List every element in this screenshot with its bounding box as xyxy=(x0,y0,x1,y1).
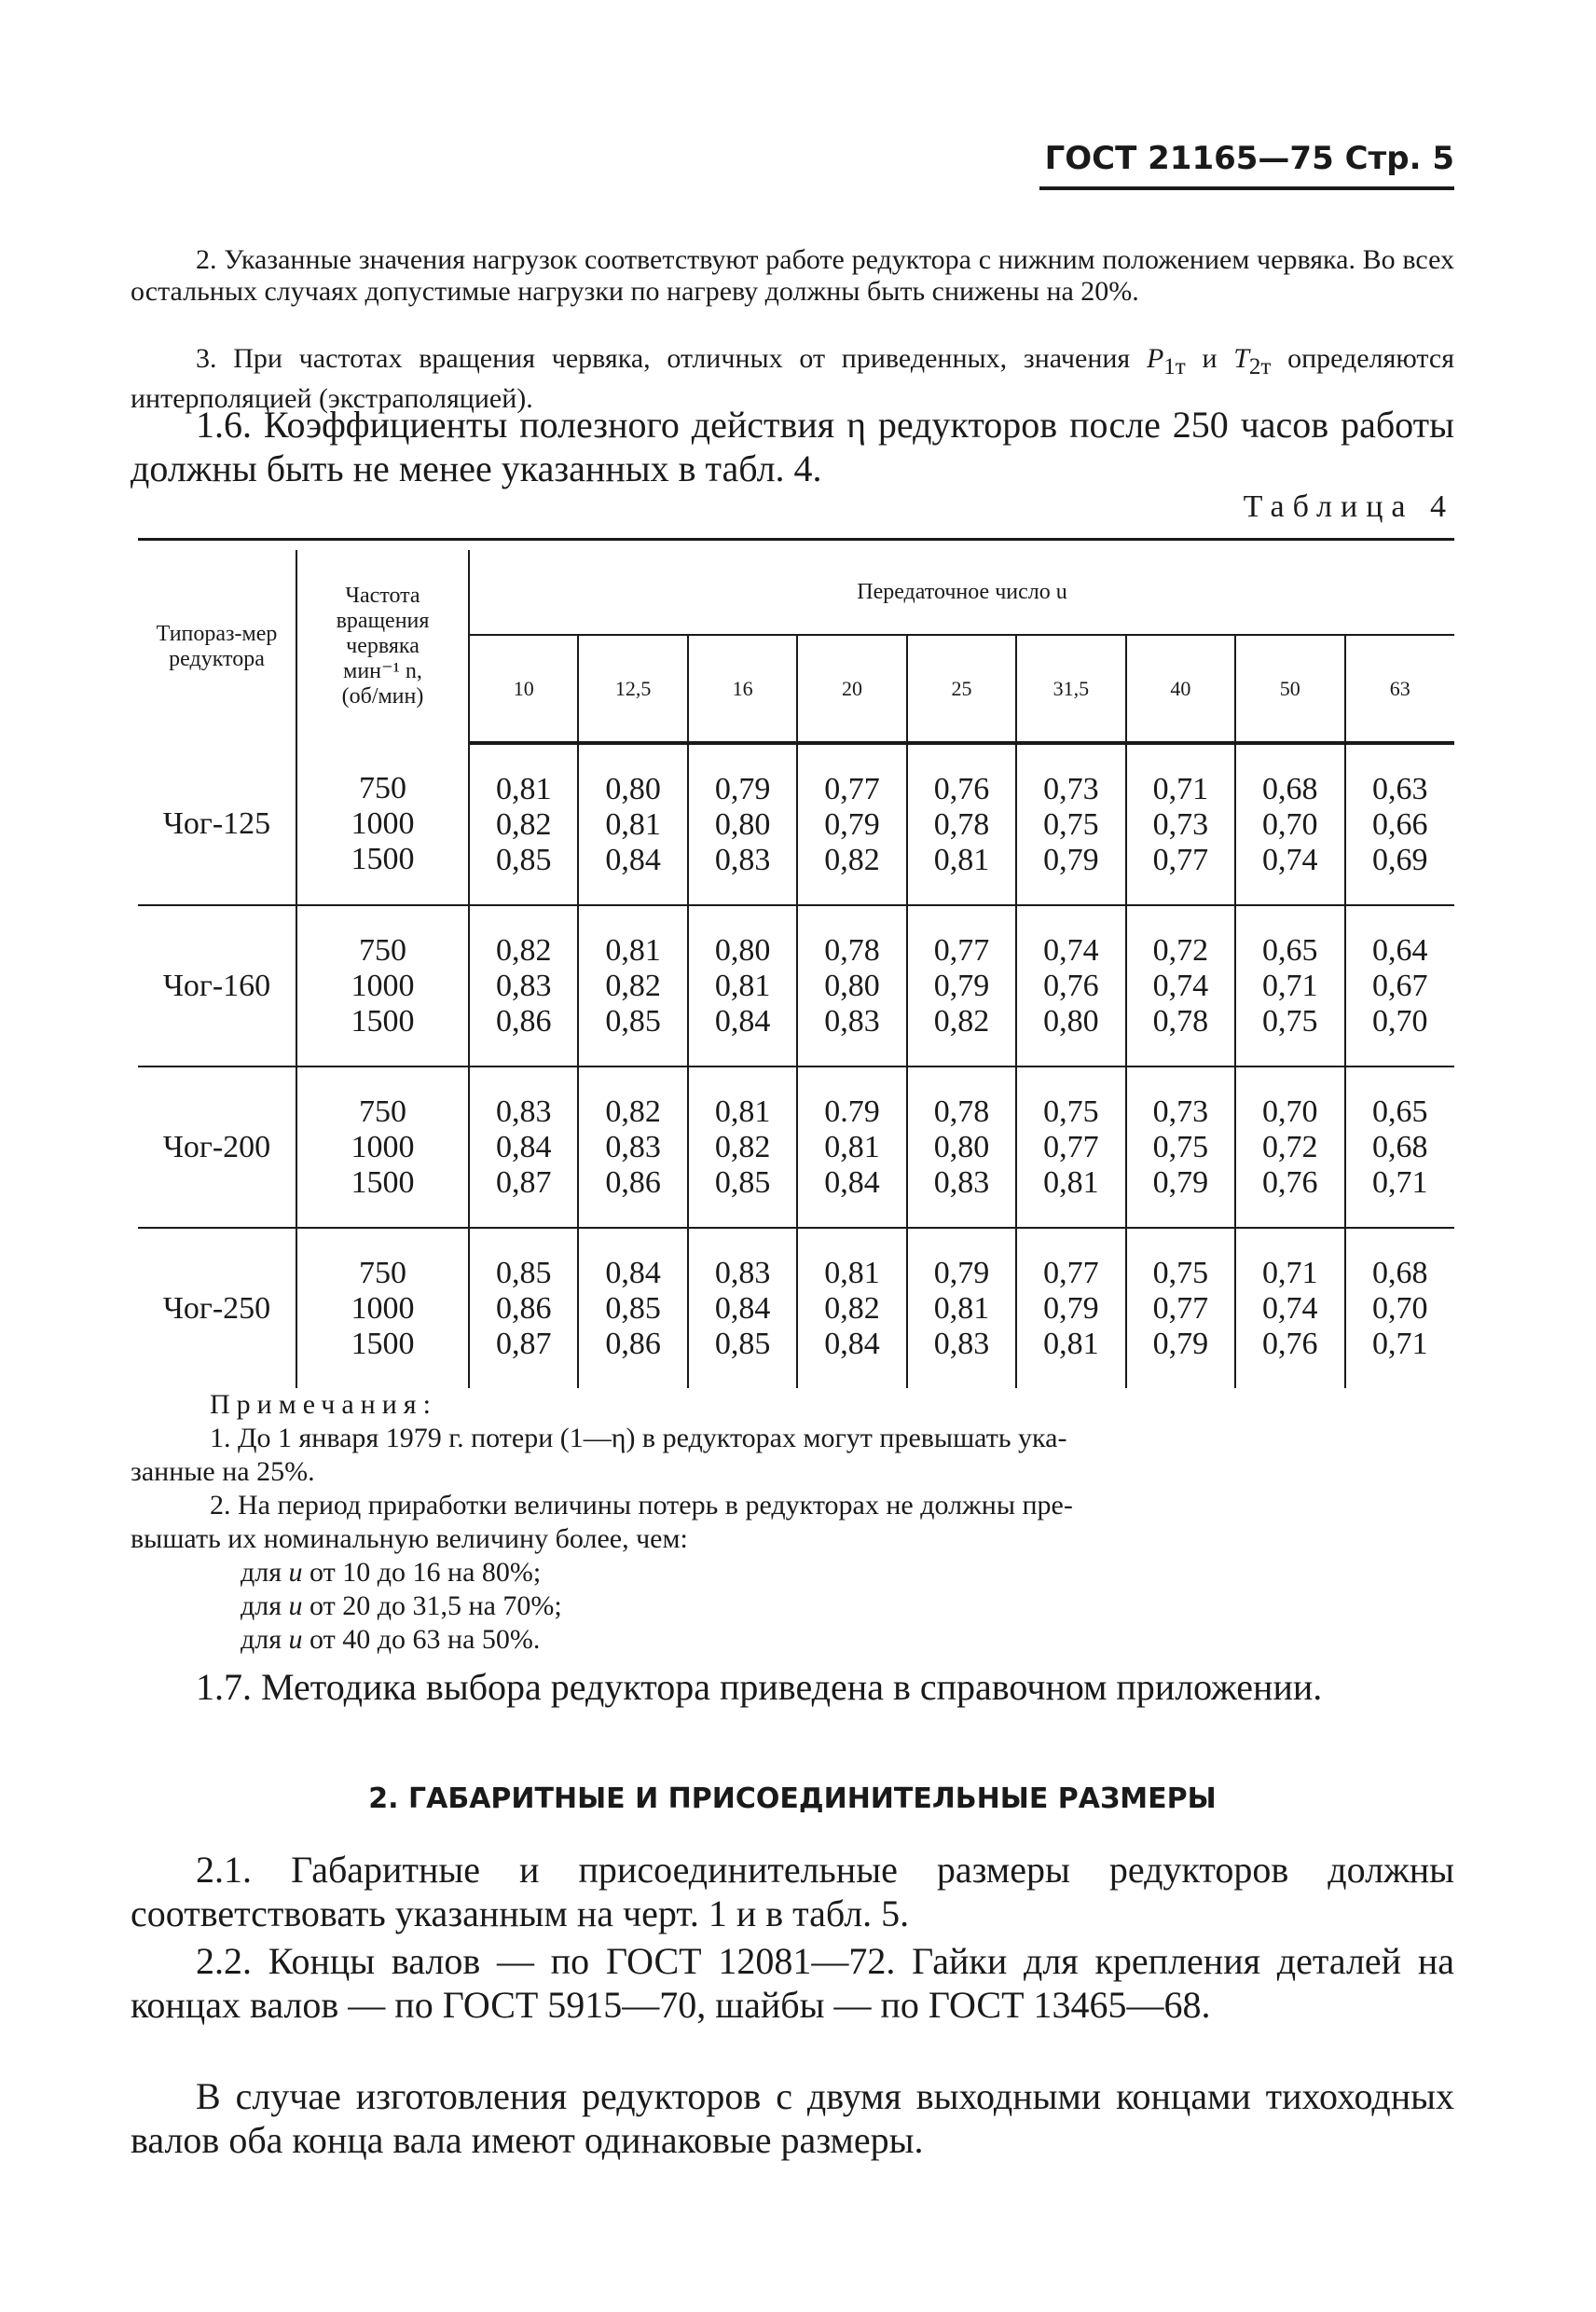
efficiency-cell xyxy=(1345,1067,1455,1228)
efficiency-value: 0,73 xyxy=(1043,771,1099,806)
efficiency-value: 0,67 xyxy=(1372,968,1428,1003)
efficiency-cell xyxy=(1126,1228,1235,1388)
speed-header-line3: (об/мин) xyxy=(341,684,424,709)
note-2-top: 2. Указанные значения нагрузок соответствуют работе редуктора с нижним положением червяка. Во всех остальных случаях допустимые нагрузки по нагреву должны быть снижены на 20%. xyxy=(131,244,1454,307)
clause-1-6: 1.6. Коэффициенты полезного действия η редукторов после 250 часов работы должны быть не менее указанных в табл. 4. xyxy=(131,404,1454,489)
efficiency-value: 0,77 xyxy=(1043,1255,1099,1290)
symbol-p: P xyxy=(1146,343,1164,374)
efficiency-value: 0,70 xyxy=(1262,806,1318,842)
efficiency-value: 0,78 xyxy=(933,1094,990,1129)
clause-2-2: 2.2. Концы валов — по ГОСТ 12081—72. Гайки для крепления деталей на концах валов — по ГОСТ 5915—70, шайбы — по ГОСТ 13465—68. xyxy=(131,1940,1454,2026)
efficiency-value: 0,80 xyxy=(824,968,880,1003)
efficiency-value: 0,80 xyxy=(714,932,771,968)
efficiency-cell xyxy=(1345,743,1455,905)
efficiency-value: 0,80 xyxy=(933,1129,990,1164)
note-2-item-c-post: от 40 до 63 на 50%. xyxy=(302,1624,541,1655)
efficiency-value: 0,84 xyxy=(605,1255,661,1290)
note-2-item-c-pre: для xyxy=(241,1624,289,1655)
efficiency-value: 0,81 xyxy=(1043,1326,1099,1361)
table-row xyxy=(138,1067,1454,1228)
efficiency-cell xyxy=(688,905,797,1067)
symbol-u: u xyxy=(288,1590,303,1621)
efficiency-value: 0,64 xyxy=(1372,932,1428,968)
speed-value: 1000 xyxy=(351,1129,415,1164)
efficiency-value: 0,85 xyxy=(605,1290,661,1326)
efficiency-cell xyxy=(578,1228,687,1388)
efficiency-cell xyxy=(469,1228,578,1388)
reducer-size: Чог-125 xyxy=(138,743,296,905)
efficiency-cell xyxy=(578,905,687,1067)
efficiency-cell xyxy=(578,743,687,905)
speed-value: 1000 xyxy=(351,1290,415,1326)
efficiency-value: 0,83 xyxy=(933,1326,990,1361)
efficiency-value: 0,76 xyxy=(1262,1326,1318,1361)
efficiency-cell xyxy=(1235,1228,1344,1388)
efficiency-value: 0,75 xyxy=(1152,1129,1209,1164)
efficiency-value: 0,79 xyxy=(933,1255,990,1290)
clause-2-2-continued: В случае изготовления редукторов с двумя выходными концами тихоходных валов оба конца вала имеют одинаковые размеры. xyxy=(131,2075,1454,2161)
efficiency-cell xyxy=(1126,905,1235,1067)
efficiency-value: 0,71 xyxy=(1152,771,1209,806)
efficiency-cell xyxy=(1126,743,1235,905)
efficiency-value: 0,83 xyxy=(714,1255,771,1290)
efficiency-value: 0,71 xyxy=(1262,1255,1318,1290)
speed-value: 1000 xyxy=(351,968,415,1003)
efficiency-value: 0,81 xyxy=(714,968,771,1003)
efficiency-cell xyxy=(797,1228,906,1388)
efficiency-cell xyxy=(1235,1067,1344,1228)
symbol-u: u xyxy=(288,1557,303,1588)
ratio-12-5: 12,5 xyxy=(578,635,687,743)
efficiency-value: 0,72 xyxy=(1152,932,1209,968)
efficiency-value: 0,68 xyxy=(1262,771,1318,806)
efficiency-value: 0,83 xyxy=(714,842,771,877)
notes-title: Примечания: xyxy=(210,1389,437,1420)
efficiency-value: 0,82 xyxy=(824,842,880,877)
efficiency-cell xyxy=(1016,905,1125,1067)
efficiency-value: 0,74 xyxy=(1152,968,1209,1003)
speed-header-line1: Частота вращения червяка xyxy=(336,584,430,658)
efficiency-cell xyxy=(688,743,797,905)
efficiency-value: 0,87 xyxy=(495,1164,552,1200)
ratio-16: 16 xyxy=(688,635,797,743)
ratio-10: 10 xyxy=(469,635,578,743)
note-2-item-b-pre: для xyxy=(241,1590,289,1621)
efficiency-value: 0,81 xyxy=(824,1255,880,1290)
note-1-line-1: 1. До 1 января 1979 г. потери (1—η) в редукторах могут превышать ука- xyxy=(210,1423,1067,1453)
efficiency-value: 0,75 xyxy=(1152,1255,1209,1290)
efficiency-value: 0,86 xyxy=(605,1164,661,1200)
efficiency-value: 0,69 xyxy=(1372,842,1428,877)
clause-2-1: 2.1. Габаритные и присоединительные размеры редукторов должны соответствовать указанным на черт. 1 и в табл. 5. xyxy=(131,1849,1454,1934)
efficiency-value: 0,71 xyxy=(1262,968,1318,1003)
efficiency-value: 0,68 xyxy=(1372,1255,1428,1290)
speed-cell xyxy=(296,1067,469,1228)
efficiency-value: 0,82 xyxy=(495,932,552,968)
efficiency-cell xyxy=(1345,1228,1455,1388)
table-row xyxy=(138,743,1454,905)
efficiency-cell xyxy=(1235,743,1344,905)
efficiency-cell xyxy=(797,905,906,1067)
efficiency-value: 0,73 xyxy=(1152,1094,1209,1129)
speed-cell xyxy=(296,1228,469,1388)
efficiency-value: 0,77 xyxy=(1152,1290,1209,1326)
efficiency-value: 0,85 xyxy=(495,842,552,877)
efficiency-value: 0,72 xyxy=(1262,1129,1318,1164)
efficiency-cell xyxy=(578,1067,687,1228)
note-2-item-a-pre: для xyxy=(241,1557,289,1588)
efficiency-value: 0,81 xyxy=(605,806,661,842)
efficiency-value: 0,83 xyxy=(824,1003,880,1039)
note-1-line-2: занные на 25%. xyxy=(131,1456,315,1487)
efficiency-value: 0,79 xyxy=(1152,1326,1209,1361)
efficiency-value: 0,78 xyxy=(824,932,880,968)
speed-value: 1500 xyxy=(351,1003,415,1039)
ratio-header-text: Передаточное число u xyxy=(857,579,1067,604)
ratio-20: 20 xyxy=(797,635,906,743)
efficiency-value: 0,84 xyxy=(824,1326,880,1361)
efficiency-value: 0,81 xyxy=(714,1094,771,1129)
efficiency-value: 0,83 xyxy=(933,1164,990,1200)
efficiency-value: 0,70 xyxy=(1372,1290,1428,1326)
efficiency-cell xyxy=(907,743,1016,905)
efficiency-value: 0,83 xyxy=(605,1129,661,1164)
efficiency-cell xyxy=(1016,1228,1125,1388)
speed-cell xyxy=(296,743,469,905)
note-3-text-end: определяются интерполяцией (экстраполяцией). xyxy=(131,343,1454,414)
efficiency-value: 0,86 xyxy=(605,1326,661,1361)
efficiency-value: 0,81 xyxy=(495,771,552,806)
efficiency-value: 0,79 xyxy=(824,806,880,842)
efficiency-value: 0,85 xyxy=(714,1326,771,1361)
speed-value: 1000 xyxy=(351,805,415,841)
col-header-size: Типораз-мер редуктора xyxy=(156,621,278,671)
efficiency-value: 0,80 xyxy=(605,771,661,806)
table-row xyxy=(138,905,1454,1067)
efficiency-value: 0,78 xyxy=(1152,1003,1209,1039)
reducer-size: Чог-160 xyxy=(138,905,296,1067)
table-row xyxy=(138,1228,1454,1388)
efficiency-value: 0,79 xyxy=(1152,1164,1209,1200)
efficiency-value: 0,77 xyxy=(1152,842,1209,877)
efficiency-value: 0,75 xyxy=(1262,1003,1318,1039)
speed-cell xyxy=(296,905,469,1067)
efficiency-value: 0,74 xyxy=(1043,932,1099,968)
note-3-and: и xyxy=(1185,343,1234,374)
clause-1-7: 1.7. Методика выбора редуктора приведена в справочном приложении. xyxy=(196,1666,1323,1708)
efficiency-table xyxy=(138,550,1454,1388)
efficiency-cell xyxy=(907,1067,1016,1228)
efficiency-value: 0,77 xyxy=(824,771,880,806)
efficiency-value: 0,71 xyxy=(1372,1164,1428,1200)
efficiency-value: 0,80 xyxy=(1043,1003,1099,1039)
note-2-line-2: вышать их номинальную величину более, чем: xyxy=(131,1523,688,1554)
speed-header-line2: мин⁻¹ n, xyxy=(343,659,422,683)
efficiency-value: 0,84 xyxy=(714,1290,771,1326)
page-header: ГОСТ 21165—75 Стр. 5 xyxy=(1044,140,1454,177)
efficiency-value: 0,86 xyxy=(495,1290,552,1326)
ratio-header xyxy=(469,550,1454,635)
ratio-40: 40 xyxy=(1126,635,1235,743)
note-2-item-c xyxy=(241,1624,540,1656)
table-top-rule xyxy=(138,538,1454,541)
header-rule xyxy=(1039,186,1454,190)
ratio-50: 50 xyxy=(1235,635,1344,743)
efficiency-value: 0,75 xyxy=(1043,806,1099,842)
efficiency-cell xyxy=(469,905,578,1067)
efficiency-cell xyxy=(797,1067,906,1228)
efficiency-value: 0,73 xyxy=(1152,806,1209,842)
ratio-31-5: 31,5 xyxy=(1016,635,1125,743)
symbol-p-sub: 1т xyxy=(1163,354,1186,379)
speed-value: 750 xyxy=(359,1255,406,1290)
efficiency-cell xyxy=(469,743,578,905)
col-header-speed xyxy=(296,550,469,743)
efficiency-cell xyxy=(907,905,1016,1067)
note-2-item-b-post: от 20 до 31,5 на 70%; xyxy=(302,1590,562,1621)
note-3-text-start: 3. При частотах вращения червяка, отличных от приведенных, значения xyxy=(196,343,1147,374)
efficiency-value: 0,77 xyxy=(933,932,990,968)
efficiency-value: 0,65 xyxy=(1372,1094,1428,1129)
efficiency-value: 0,81 xyxy=(824,1129,880,1164)
symbol-u: u xyxy=(288,1624,303,1655)
symbol-t-sub: 2т xyxy=(1248,354,1272,379)
efficiency-value: 0,74 xyxy=(1262,1290,1318,1326)
efficiency-cell xyxy=(469,1067,578,1228)
speed-value: 750 xyxy=(359,932,406,968)
efficiency-value: 0,84 xyxy=(714,1003,771,1039)
efficiency-value: 0,78 xyxy=(933,806,990,842)
efficiency-value: 0,70 xyxy=(1372,1003,1428,1039)
efficiency-value: 0,86 xyxy=(495,1003,552,1039)
efficiency-value: 0,82 xyxy=(495,806,552,842)
efficiency-value: 0,84 xyxy=(495,1129,552,1164)
note-2-item-a xyxy=(241,1557,541,1589)
note-2-line-1: 2. На период приработки величины потерь в редукторах не должны пре- xyxy=(210,1490,1073,1521)
table-caption: Таблица 4 xyxy=(1243,489,1454,524)
ratio-63: 63 xyxy=(1345,635,1455,743)
efficiency-value: 0,68 xyxy=(1372,1129,1428,1164)
speed-value: 1500 xyxy=(351,1326,415,1361)
efficiency-cell xyxy=(797,743,906,905)
efficiency-value: 0,79 xyxy=(1043,842,1099,877)
efficiency-cell xyxy=(688,1067,797,1228)
efficiency-value: 0,82 xyxy=(824,1290,880,1326)
efficiency-value: 0,81 xyxy=(933,1290,990,1326)
efficiency-value: 0,70 xyxy=(1262,1094,1318,1129)
efficiency-value: 0,81 xyxy=(1043,1164,1099,1200)
note-2-item-a-post: от 10 до 16 на 80%; xyxy=(302,1557,542,1588)
efficiency-value: 0,83 xyxy=(495,968,552,1003)
efficiency-value: 0,83 xyxy=(495,1094,552,1129)
reducer-size: Чог-200 xyxy=(138,1067,296,1228)
efficiency-value: 0,82 xyxy=(605,968,661,1003)
efficiency-value: 0,80 xyxy=(714,806,771,842)
efficiency-value: 0,85 xyxy=(714,1164,771,1200)
section-2-title: 2. ГАБАРИТНЫЕ И ПРИСОЕДИНИТЕЛЬНЫЕ РАЗМЕРЫ xyxy=(368,1782,1217,1815)
efficiency-value: 0,81 xyxy=(933,842,990,877)
efficiency-value: 0,82 xyxy=(605,1094,661,1129)
efficiency-value: 0,77 xyxy=(1043,1129,1099,1164)
efficiency-cell xyxy=(907,1228,1016,1388)
efficiency-value: 0,79 xyxy=(933,968,990,1003)
efficiency-value: 0,71 xyxy=(1372,1326,1428,1361)
efficiency-value: 0,74 xyxy=(1262,842,1318,877)
efficiency-value: 0,87 xyxy=(495,1326,552,1361)
speed-value: 750 xyxy=(359,1094,406,1129)
efficiency-cell xyxy=(1345,905,1455,1067)
efficiency-cell xyxy=(688,1228,797,1388)
efficiency-value: 0,76 xyxy=(1262,1164,1318,1200)
efficiency-value: 0,84 xyxy=(605,842,661,877)
efficiency-value: 0,79 xyxy=(714,771,771,806)
efficiency-cell xyxy=(1126,1067,1235,1228)
efficiency-value: 0,85 xyxy=(605,1003,661,1039)
speed-value: 750 xyxy=(359,770,406,805)
symbol-t: T xyxy=(1233,343,1249,374)
efficiency-value: 0.79 xyxy=(824,1094,880,1129)
speed-value: 1500 xyxy=(351,1164,415,1200)
speed-value: 1500 xyxy=(351,841,415,876)
ratio-25: 25 xyxy=(907,635,1016,743)
efficiency-value: 0,84 xyxy=(824,1164,880,1200)
efficiency-value: 0,75 xyxy=(1043,1094,1099,1129)
efficiency-value: 0,63 xyxy=(1372,771,1428,806)
efficiency-cell xyxy=(1016,1067,1125,1228)
efficiency-value: 0,82 xyxy=(933,1003,990,1039)
note-2-item-b xyxy=(241,1590,562,1622)
efficiency-value: 0,85 xyxy=(495,1255,552,1290)
efficiency-value: 0,66 xyxy=(1372,806,1428,842)
efficiency-value: 0,65 xyxy=(1262,932,1318,968)
efficiency-cell xyxy=(1016,743,1125,905)
efficiency-value: 0,79 xyxy=(1043,1290,1099,1326)
efficiency-value: 0,82 xyxy=(714,1129,771,1164)
efficiency-value: 0,76 xyxy=(933,771,990,806)
efficiency-value: 0,81 xyxy=(605,932,661,968)
efficiency-value: 0,76 xyxy=(1043,968,1099,1003)
reducer-size: Чог-250 xyxy=(162,1290,271,1326)
efficiency-cell xyxy=(1235,905,1344,1067)
